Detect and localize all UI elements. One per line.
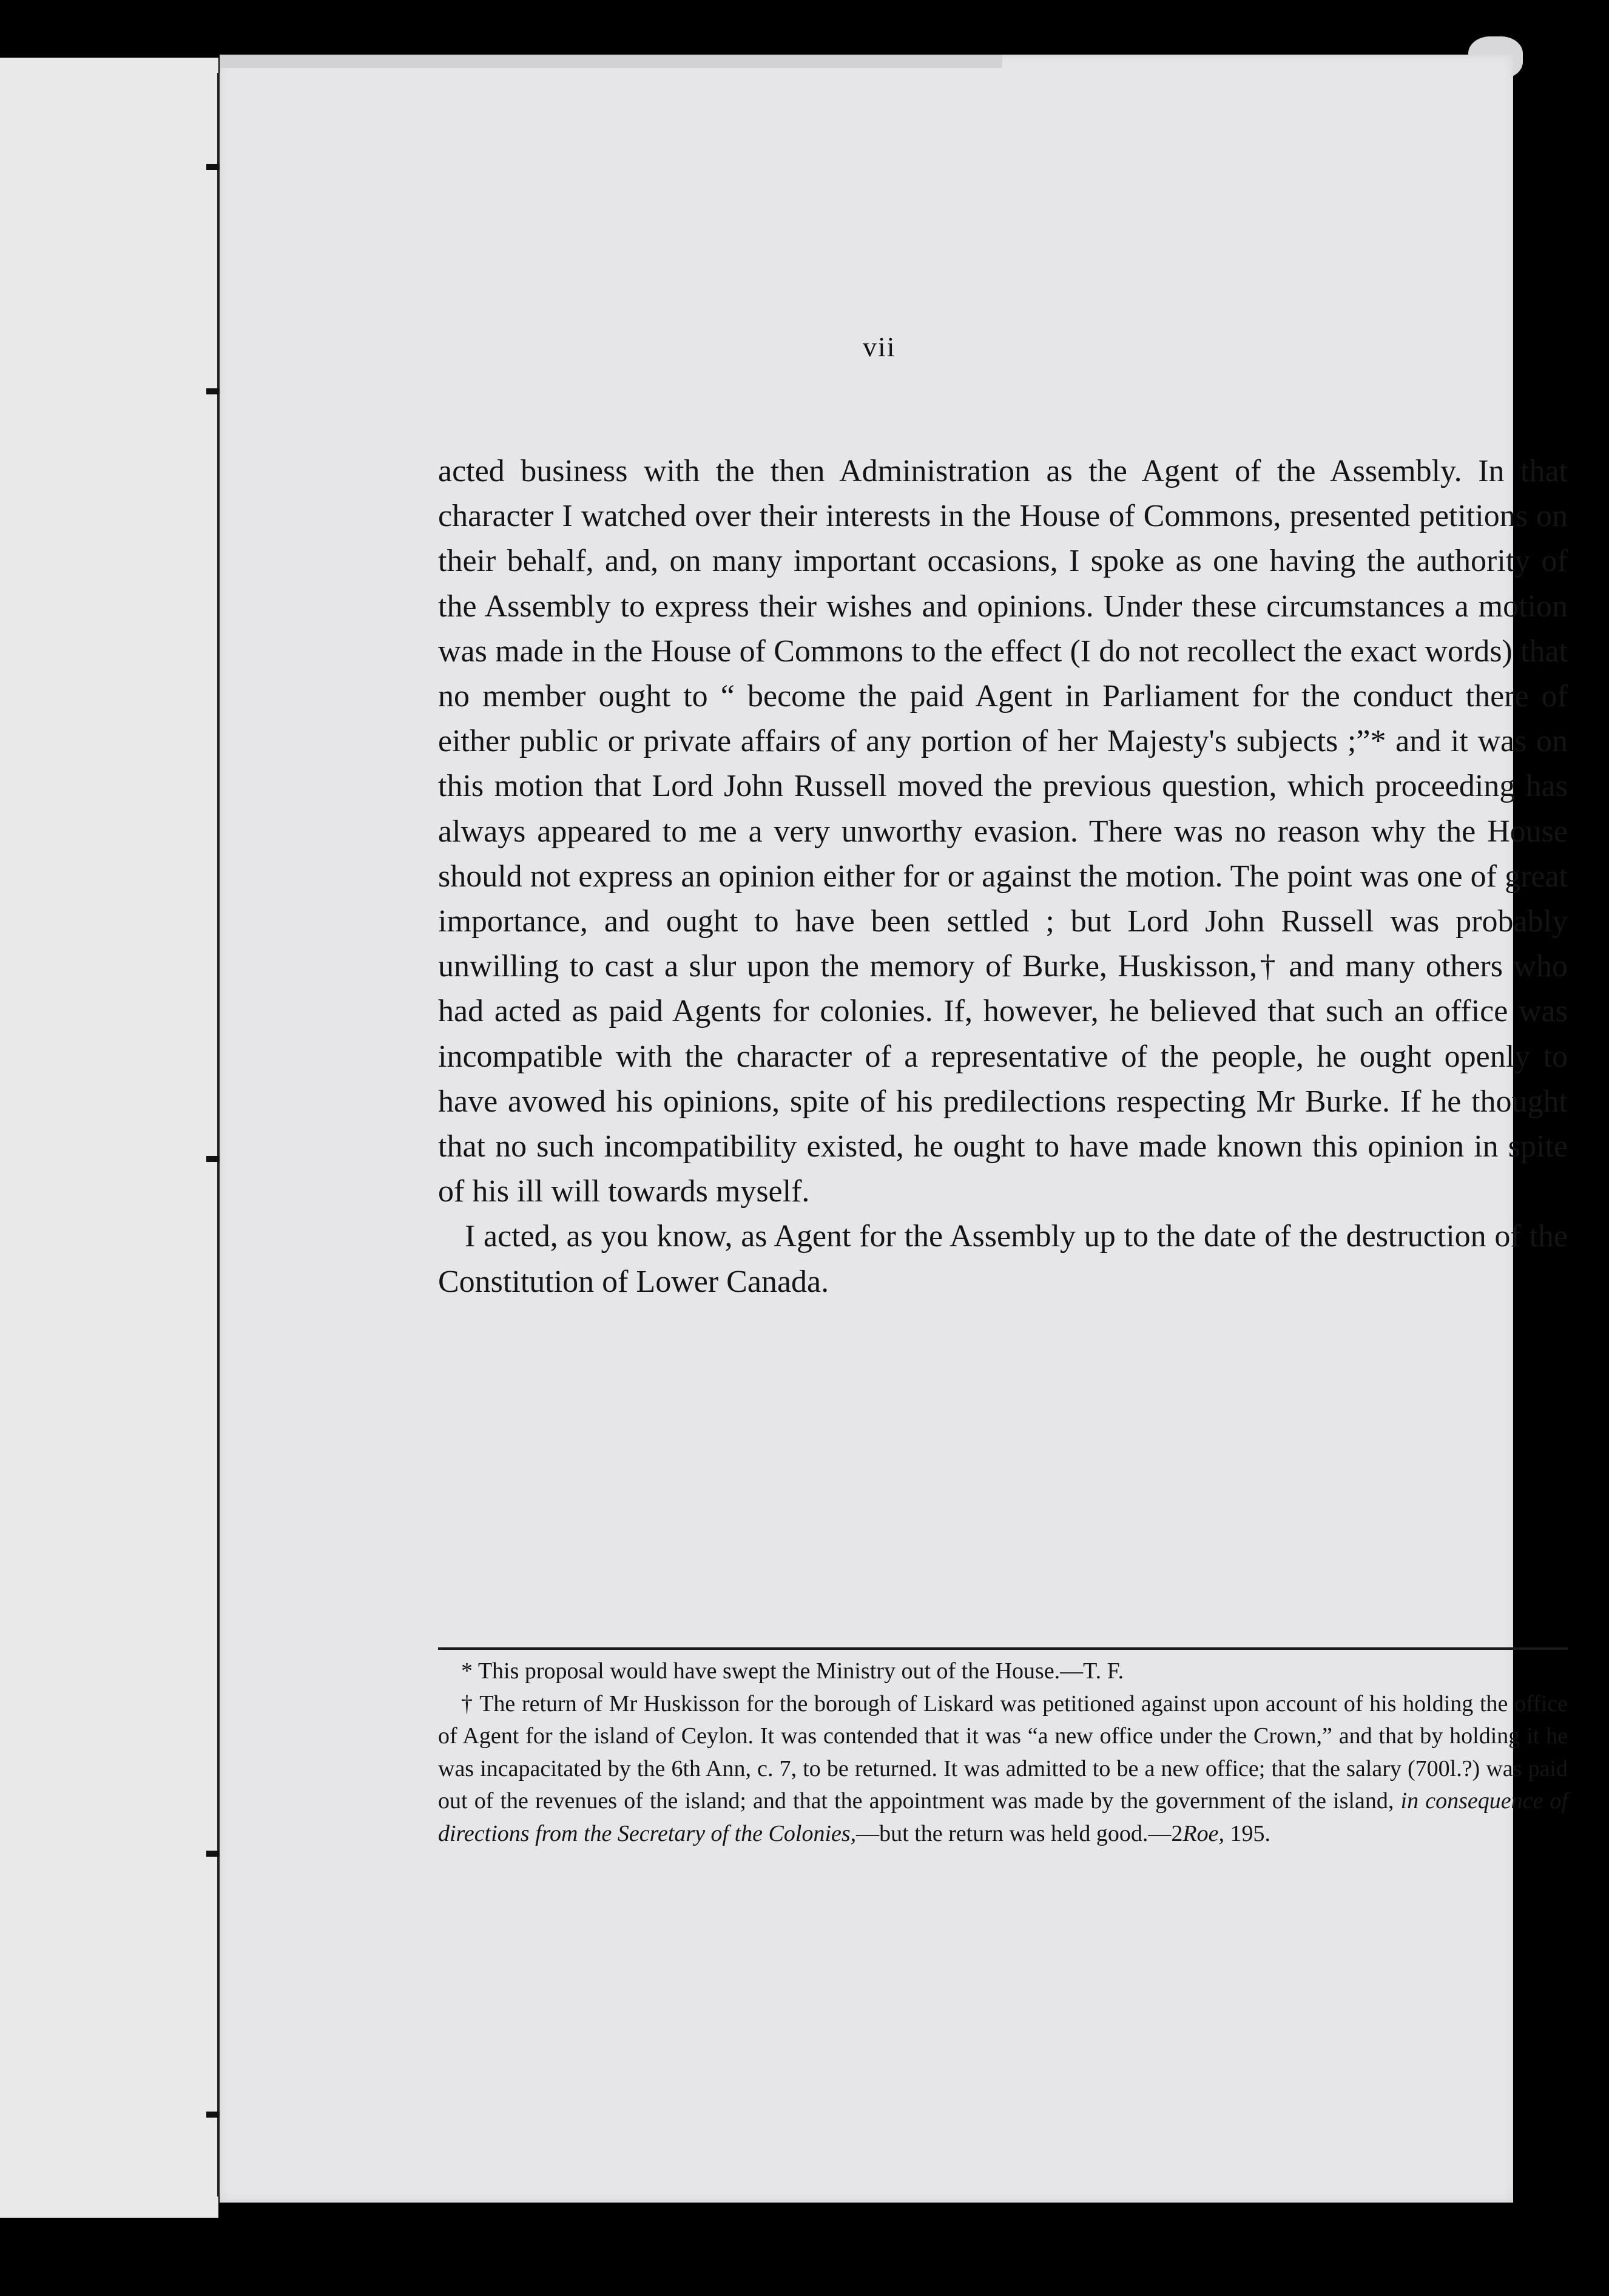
footnote-rule <box>438 1647 1568 1650</box>
footnote-ministry: * This proposal would have swept the Ministry out of the House.—T. F. <box>461 1658 1124 1684</box>
book-page <box>220 55 1568 2203</box>
left-page-fragment <box>0 58 218 2218</box>
footnote-huskisson-text: † The return of Mr Huskisson for the borough of Liskard was petitioned against upon account of his holding the office of Agent for the island of Ceylon. It was contended that it was “a new office under the Crown,” and that by holding it he was incapacitated by the 6th Ann, c. 7, to be returned. It was admitted to be a new office; that the salary (700l.?) was paid out of the revenues of the island; and that the appointment was made by the government of the island, <box>438 1690 1568 1814</box>
footnote-huskisson <box>438 1688 1568 1851</box>
footnotes <box>438 1655 1568 1851</box>
body-paragraph: I acted, as you know, as Agent for the Assembly up to the date of the destruction of the Constitution of Lower Canada. <box>438 1219 1568 1299</box>
page-number: vii <box>863 331 896 362</box>
footnote-huskisson-italic: in consequence of directions from the Secretary of the Colonies, <box>438 1788 1568 1846</box>
body-paragraph: acted business with the then Administration as the Agent of the Assembly. In that character I watched over their interests in the House of Commons, presented petitions on their behalf, and, on many important occasions, I spoke as one having the authority of the Assembly to express their wishes and opinions. Under these circumstances a motion was made in the House of Commons to the effect (I do not recollect the exact words) that no member ought to “ become the paid Agent in Parliament for the conduct there of either public or private affairs of any portion of her Majesty's subjects ;”* and it was on this motion that Lord John Russell moved the previous question, which proceeding has always appeared to me a very unworthy evasion. There was no reason why the House should not express an opinion either for or against the motion. The point was one of great importance, and ought to have been settled ; but Lord John Russell was probably unwilling to cast a slur upon the memory of Burke, Huskisson,† and many others who had acted as paid Agents for colonies. If, however, he believed that such an office was incompatible with the character of a representative of the people, he ought openly to have avowed his opinions, spite of his predilections respecting Mr Burke. If he thought that no such incompatibility existed, he ought to have made known this opinion in spite of his ill will towards myself. <box>438 454 1568 1209</box>
footnote-huskisson-end: 195. <box>1230 1820 1270 1846</box>
footnote-huskisson-roe: Roe, <box>1182 1820 1224 1846</box>
body-text <box>438 449 1568 1305</box>
page-top-edge <box>220 55 1002 68</box>
footnote-huskisson-after: —but the return was held good.—2 <box>856 1820 1183 1846</box>
